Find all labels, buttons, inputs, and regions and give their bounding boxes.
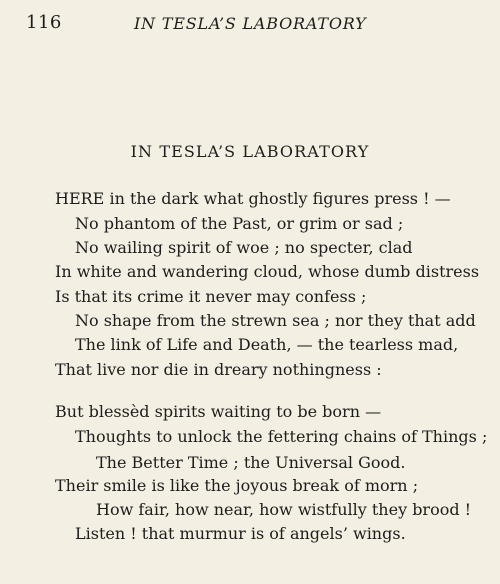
poem-line: Thoughts to unlock the fettering chains of Things ; xyxy=(75,427,488,446)
poem-line: That live nor die in dreary nothingness : xyxy=(55,360,382,379)
running-title: IN TESLA’S LABORATORY xyxy=(134,14,367,33)
poem-line: Their smile is like the joyous break of morn ; xyxy=(55,476,419,495)
running-head xyxy=(26,12,474,36)
poem-line: Is that its crime it never may confess ; xyxy=(55,287,367,306)
poem-line: No shape from the strewn sea ; nor they that add xyxy=(75,311,476,330)
poem-line: In white and wandering cloud, whose dumb distress xyxy=(55,262,480,281)
page-number: 116 xyxy=(26,12,62,33)
poem-line: No wailing spirit of woe ; no specter, clad xyxy=(75,238,413,257)
poem-line: The link of Life and Death, — the tearless mad, xyxy=(75,335,459,354)
poem-line: But blessèd spirits waiting to be born — xyxy=(55,402,382,421)
poem-title: IN TESLA’S LABORATORY xyxy=(130,142,370,161)
poem-line: No phantom of the Past, or grim or sad ; xyxy=(75,214,404,233)
poem-line: Listen ! that murmur is of angels’ wings. xyxy=(75,524,406,543)
poem-line: How fair, how near, how wistfully they brood ! xyxy=(96,500,472,519)
poem-line: The Better Time ; the Universal Good. xyxy=(96,453,406,472)
poem-line: HERE in the dark what ghostly figures press ! — xyxy=(55,189,451,208)
stanza-gap xyxy=(0,388,500,389)
